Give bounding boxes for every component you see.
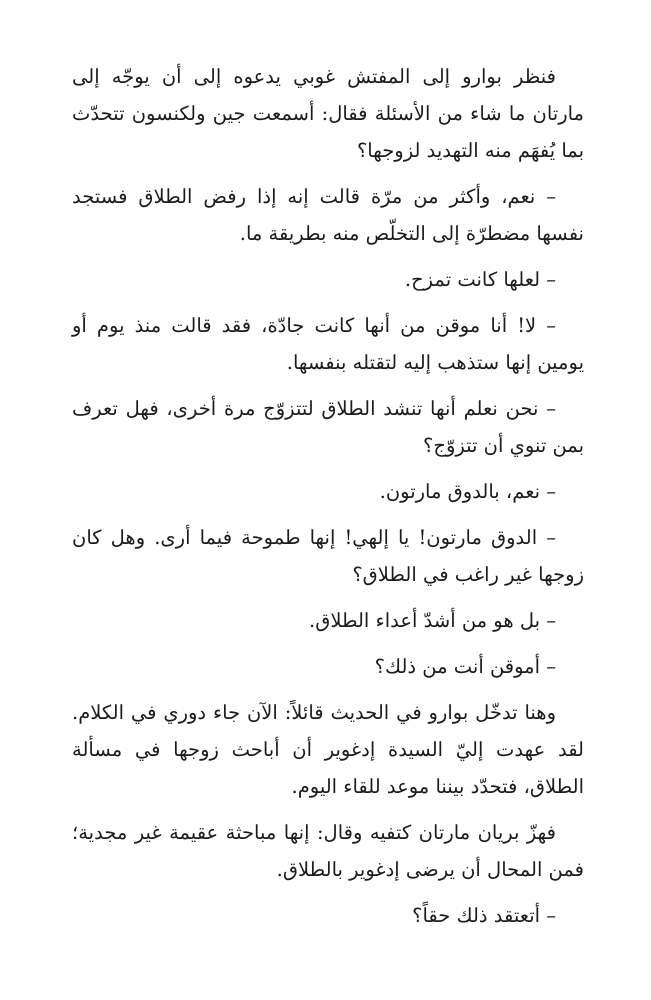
paragraph-3: – لعلها كانت تمزح. [404, 268, 556, 291]
paragraph-10: وهنا تدخّل بوارو في الحديث قائلاً: الآن جاء دوري في الكلام. لقد عهدت إليّ السيدة إدغوير أن أباحث زوجها في مسألة الطلاق، فتحدّد بيننا موعد للقاء اليوم. [72, 701, 584, 798]
paragraph-11: فهزّ بريان مارتان كتفيه وقال: إنها مباحثة عقيمة غير مجدية؛ فمن المحال أن يرضى إدغوير بالطلاق. [72, 821, 584, 881]
paragraph-8: – بل هو من أشدّ أعداء الطلاق. [309, 609, 556, 632]
paragraph-6: – نعم، بالدوق مارتون. [379, 480, 556, 503]
paragraph-9: – أموقن أنت من ذلك؟ [374, 655, 556, 678]
paragraph-2: – نعم، وأكثر من مرّة قالت إنه إذا رفض الطلاق فستجد نفسها مضطرّة إلى التخلّص منه بطريقة ما. [72, 185, 584, 245]
book-page [72, 58, 584, 943]
paragraph-4: – لا! أنا موقن من أنها كانت جادّة، فقد قالت منذ يوم أو يومين إنها ستذهب إليه لتقتله بنفسها. [72, 314, 584, 374]
paragraph-7: – الدوق مارتون! يا إلهي! إنها طموحة فيما أرى. وهل كان زوجها غير راغب في الطلاق؟ [72, 526, 584, 586]
paragraph-5: – نحن نعلم أنها تنشد الطلاق لتتزوّج مرة أخرى، فهل تعرف بمن تنوي أن تتزوّج؟ [72, 397, 584, 457]
paragraph-12: – أتعتقد ذلك حقاً؟ [412, 904, 556, 927]
paragraph-1: فنظر بوارو إلى المفتش غوبي يدعوه إلى أن يوجّه إلى مارتان ما شاء من الأسئلة فقال: أسمعت جين ولكنسون تتحدّث بما يُفهَم منه التهديد لزوجها؟ [72, 65, 584, 162]
